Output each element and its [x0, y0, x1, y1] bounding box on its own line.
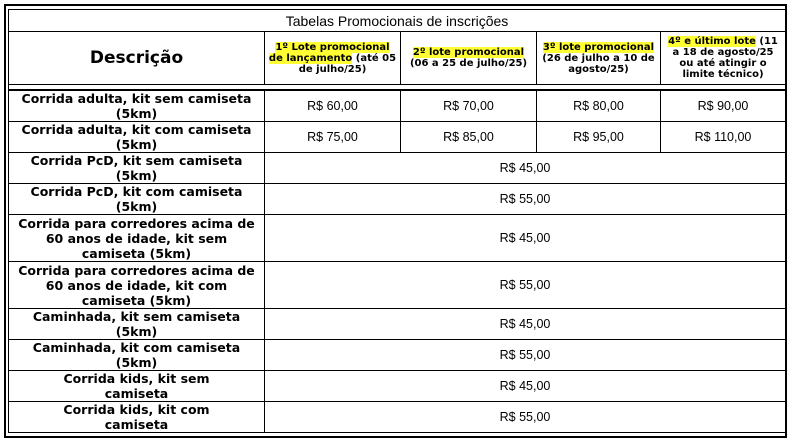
- price-cell: R$ 45,00: [265, 309, 786, 340]
- table-row: [9, 153, 786, 184]
- table-row: [9, 215, 786, 262]
- price-cell: R$ 55,00: [265, 402, 786, 433]
- lot-3-dates: (26 de julho a 10 de agosto/25): [542, 52, 655, 75]
- header-lot-3: [537, 32, 661, 85]
- lot-1-name: 1º Lote promocional de lançamento: [268, 41, 390, 64]
- row-description: Caminhada, kit sem camiseta (5km): [9, 309, 265, 340]
- table-row: [9, 262, 786, 309]
- price-cell: R$ 45,00: [265, 215, 786, 262]
- table-row: [9, 184, 786, 215]
- header-lot-4: [661, 32, 786, 85]
- price-cell: R$ 45,00: [265, 153, 786, 184]
- table-row: [9, 122, 786, 153]
- price-cell: R$ 95,00: [537, 122, 661, 153]
- lot-2-name: 2º lote promocional: [412, 47, 525, 58]
- row-description: Corrida kids, kit com camiseta: [9, 402, 265, 433]
- price-cell: R$ 55,00: [265, 340, 786, 371]
- table-row: [9, 309, 786, 340]
- price-cell: R$ 70,00: [401, 90, 537, 122]
- price-cell: R$ 75,00: [265, 122, 401, 153]
- row-description: Corrida PcD, kit sem camiseta (5km): [9, 153, 265, 184]
- price-cell: R$ 110,00: [661, 122, 786, 153]
- row-description: Caminhada, kit com camiseta (5km): [9, 340, 265, 371]
- table-row: [9, 90, 786, 122]
- row-description: Corrida PcD, kit com camiseta (5km): [9, 184, 265, 215]
- price-cell: R$ 45,00: [265, 371, 786, 402]
- price-cell: R$ 90,00: [661, 90, 786, 122]
- header-lot-2: [401, 32, 537, 85]
- lot-4-name: 4º e último lote: [668, 36, 756, 47]
- row-description: Corrida adulta, kit com camiseta (5km): [9, 122, 265, 153]
- price-cell: R$ 55,00: [265, 184, 786, 215]
- header-lot-1: [265, 32, 401, 85]
- row-description: Corrida adulta, kit sem camiseta (5km): [9, 90, 265, 122]
- row-description: Corrida kids, kit sem camiseta: [9, 371, 265, 402]
- lot-1-dates: (até 05 de julho/25): [298, 52, 397, 75]
- price-table: [8, 9, 786, 433]
- lot-4-dates: (11 a 18 de agosto/25 ou até atingir o limite técnico): [672, 36, 778, 80]
- price-cell: R$ 60,00: [265, 90, 401, 122]
- table-title: Tabelas Promocionais de inscrições: [9, 10, 786, 32]
- table-row: [9, 340, 786, 371]
- table-row: [9, 371, 786, 402]
- price-cell: R$ 80,00: [537, 90, 661, 122]
- price-cell: R$ 85,00: [401, 122, 537, 153]
- table-row: [9, 402, 786, 433]
- lot-2-dates: (06 a 25 de julho/25): [409, 58, 528, 69]
- price-cell: R$ 55,00: [265, 262, 786, 309]
- lot-3-name: 3º lote promocional: [542, 41, 655, 53]
- header-descricao: Descrição: [9, 32, 265, 85]
- row-description: Corrida para corredores acima de 60 anos de idade, kit sem camiseta (5km): [9, 215, 265, 262]
- row-description: Corrida para corredores acima de 60 anos de idade, kit com camiseta (5km): [9, 262, 265, 309]
